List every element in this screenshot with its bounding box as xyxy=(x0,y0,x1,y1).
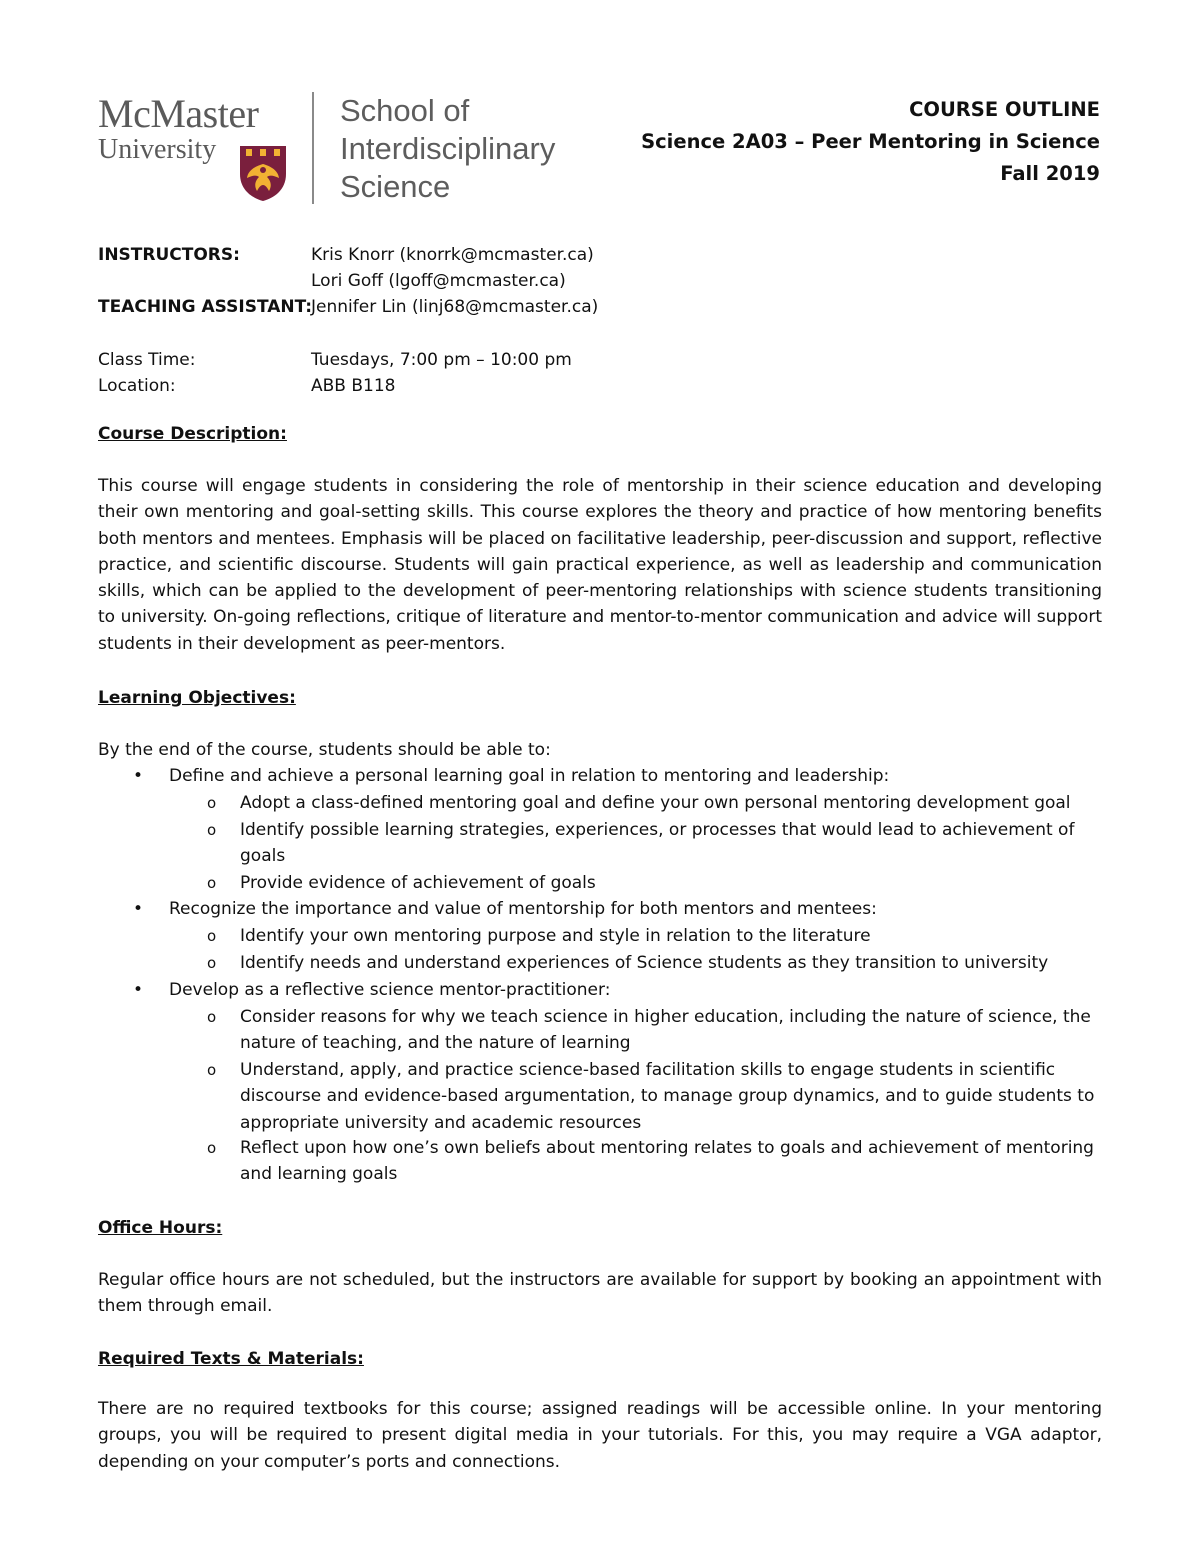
term: Fall 2019 xyxy=(1000,162,1100,185)
objective-1-sub-3: Provide evidence of achievement of goals xyxy=(240,873,596,893)
objective-1-sub-2: Identify possible learning strategies, experiences, or processes that would lead to achievement of goals xyxy=(240,820,1075,867)
location-value: ABB B118 xyxy=(311,376,396,396)
objectives-intro: By the end of the course, students should be able to: xyxy=(98,740,551,760)
crest-icon xyxy=(238,144,288,202)
sub-bullet-icon: o xyxy=(207,794,217,812)
required-texts-text: There are no required textbooks for this course; assigned readings will be accessible online. In your mentoring groups, you will be required to present digital media in your tutorials. For this, you may require a VGA adaptor, depending on your computer’s ports and connections. xyxy=(98,1399,1102,1472)
bullet-icon: • xyxy=(133,766,144,786)
outline-title: COURSE OUTLINE xyxy=(909,98,1100,121)
sub-bullet-icon: o xyxy=(207,1061,217,1079)
ta-label: TEACHING ASSISTANT: xyxy=(98,297,313,317)
logo-mcmaster-text: McMaster xyxy=(98,91,259,136)
office-hours-text: Regular office hours are not scheduled, but the instructors are available for support by booking an appointment with them through email. xyxy=(98,1270,1102,1317)
required-texts-heading: Required Texts & Materials: xyxy=(98,1349,364,1369)
objective-3-sub-1: Consider reasons for why we teach science in higher education, including the nature of science, the nature of teaching, and the nature of learning xyxy=(240,1007,1091,1054)
instructor-1: Kris Knorr (knorrk@mcmaster.ca) xyxy=(311,245,594,265)
objective-1: Define and achieve a personal learning goal in relation to mentoring and leadership: xyxy=(169,766,890,786)
objective-3: Develop as a reflective science mentor-practitioner: xyxy=(169,980,611,1000)
sub-bullet-icon: o xyxy=(207,821,217,839)
sub-bullet-icon: o xyxy=(207,1008,217,1026)
logo-school-line-1: School of xyxy=(340,93,470,128)
course-description-text: This course will engage students in considering the role of mentorship in their science education and developing their own mentoring and goal-setting skills. This course explores the theory and practice of how mentoring benefits both mentors and mentees. Emphasis will be placed on facilitative leadership, peer-discussion and support, reflective practice, and scientific discourse. Students will gain practical experience, as well as leadership and communication skills, which can be applied to the development of peer-mentoring relationships with science students transitioning to university. On-going reflections, critique of literature and mentor-to-mentor communication and advice will support students in their development as peer-mentors. xyxy=(98,476,1102,654)
bullet-icon: • xyxy=(133,899,144,919)
logo-school-line-3: Science xyxy=(340,169,451,204)
objective-3-sub-2: Understand, apply, and practice science-based facilitation skills to engage students in scientific discourse and evidence-based argumentation, to manage group dynamics, and to guide students to appropriate university and academic resources xyxy=(240,1060,1095,1133)
office-hours-heading: Office Hours: xyxy=(98,1218,223,1238)
class-time-value: Tuesdays, 7:00 pm – 10:00 pm xyxy=(311,350,572,370)
sub-bullet-icon: o xyxy=(207,1139,217,1157)
logo-divider xyxy=(312,92,314,204)
instructors-label: INSTRUCTORS: xyxy=(98,245,240,265)
location-label: Location: xyxy=(98,376,176,396)
objective-2-sub-2: Identify needs and understand experiences of Science students as they transition to university xyxy=(240,953,1049,973)
outline-heading xyxy=(641,94,1100,190)
sub-bullet-icon: o xyxy=(207,874,217,892)
objective-2-sub-1: Identify your own mentoring purpose and style in relation to the literature xyxy=(240,926,871,946)
course-description-heading: Course Description: xyxy=(98,424,287,444)
sub-bullet-icon: o xyxy=(207,927,217,945)
mcmaster-sis-logo xyxy=(98,88,558,208)
bullet-icon: • xyxy=(133,980,144,1000)
course-title: Science 2A03 – Peer Mentoring in Science xyxy=(641,130,1100,153)
sub-bullet-icon: o xyxy=(207,954,217,972)
objective-1-sub-1: Adopt a class-defined mentoring goal and define your own personal mentoring development goal xyxy=(240,793,1071,813)
objective-2: Recognize the importance and value of mentorship for both mentors and mentees: xyxy=(169,899,877,919)
logo-university-text: University xyxy=(98,134,217,165)
logo-school-line-2: Interdisciplinary xyxy=(340,131,556,166)
learning-objectives-heading: Learning Objectives: xyxy=(98,688,296,708)
class-time-label: Class Time: xyxy=(98,350,196,370)
instructor-2: Lori Goff (lgoff@mcmaster.ca) xyxy=(311,271,566,291)
objective-3-sub-3: Reflect upon how one’s own beliefs about mentoring relates to goals and achievement of mentoring and learning goals xyxy=(240,1138,1094,1185)
ta-value: Jennifer Lin (linj68@mcmaster.ca) xyxy=(311,297,599,317)
